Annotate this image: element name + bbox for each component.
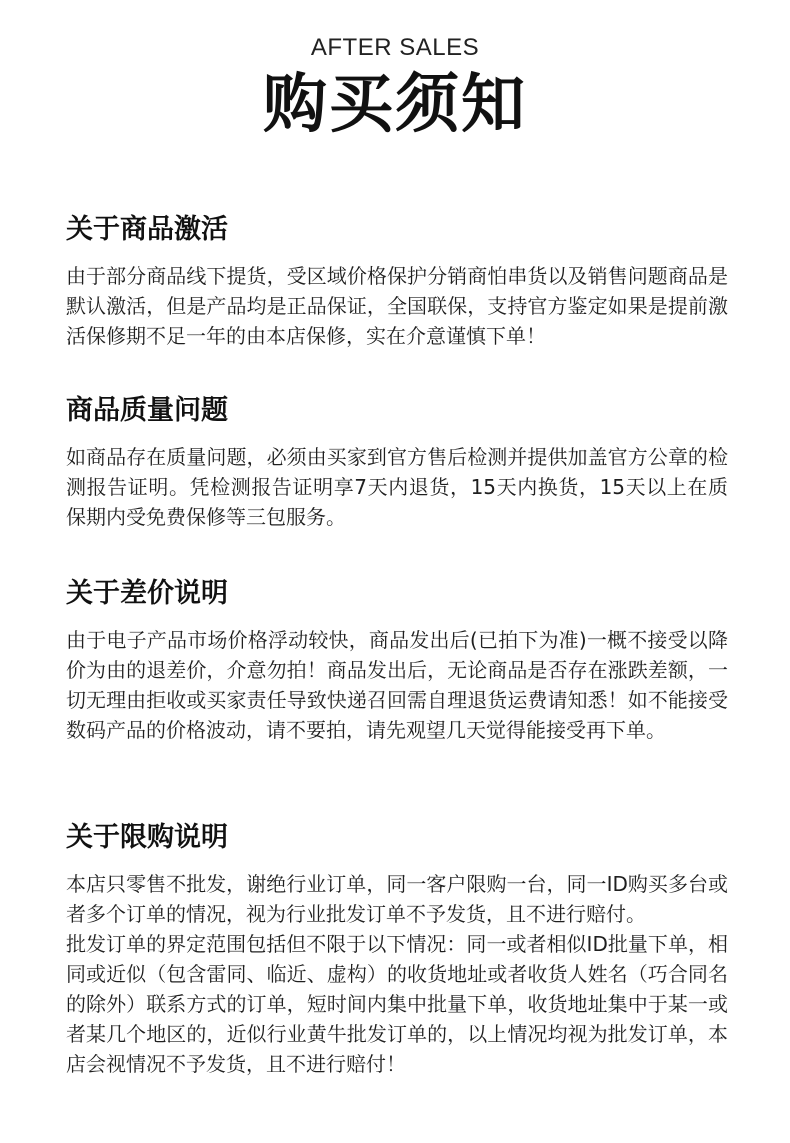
page-title: 购买须知	[263, 68, 527, 142]
section-heading: 商品质量问题	[66, 395, 228, 426]
section-price-difference	[66, 576, 728, 745]
page-header	[0, 0, 790, 145]
section-paragraph: 本店只零售不批发，谢绝行业订单，同一客户限购一台，同一ID购买多台或者多个订单的情况，视为行业批发订单不予发货，且不进行赔付。	[66, 872, 728, 926]
section-paragraph: 由于部分商品线下提货，受区域价格保护分销商怕串货以及销售问题商品是默认激活，但是产品均是正品保证，全国联保，支持官方鉴定如果是提前激活保修期不足一年的由本店保修，实在介意谨慎下单！	[66, 264, 728, 348]
section-heading: 关于限购说明	[66, 822, 228, 853]
section-paragraph: 由于电子产品市场价格浮动较快，商品发出后(已拍下为准)一概不接受以降价为由的退差价，介意勿拍！商品发出后，无论商品是否存在涨跌差额，一切无理由拒收或买家责任导致快递召回需自理退货运费请知悉！如不能接受数码产品的价格波动，请不要拍，请先观望几天觉得能接受再下单。	[66, 628, 728, 742]
section-paragraph: 如商品存在质量问题，必须由买家到官方售后检测并提供加盖官方公章的检测报告证明。凭检测报告证明享7天内退货，15天内换货，15天以上在质保期内受免费保修等三包服务。	[66, 445, 728, 529]
section-heading: 关于商品激活	[66, 214, 228, 245]
section-paragraph: 批发订单的界定范围包括但不限于以下情况：同一或者相似ID批量下单，相同或近似（包含雷同、临近、虚构）的收货地址或者收货人姓名（巧合同名的除外）联系方式的订单，短时间内集中批量下单，收货地址集中于某一或者某几个地区的，近似行业黄牛批发订单的，以上情况均视为批发订单，本店会视情况不予发货，且不进行赔付！	[66, 932, 728, 1076]
section-purchase-limit	[66, 820, 728, 1079]
page-subtitle: AFTER SALES	[310, 34, 480, 61]
section-quality-issues	[66, 393, 728, 532]
section-product-activation	[66, 212, 728, 351]
section-heading: 关于差价说明	[66, 578, 228, 609]
